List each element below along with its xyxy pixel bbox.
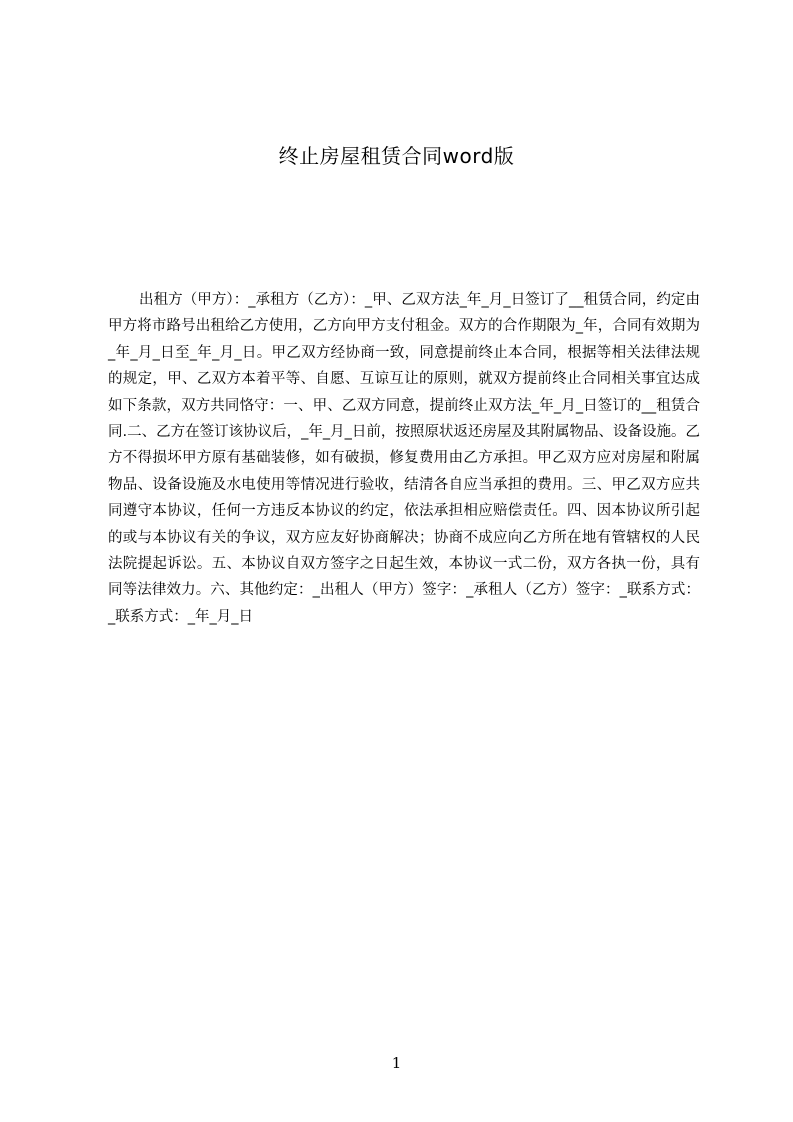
document-body-paragraph: 出租方（甲方）：_承租方（乙方）：_甲、乙双方法_年_月_日签订了__租赁合同，约定由甲方将市路号出租给乙方使用，乙方向甲方支付租金。双方的合作期限为_年，合同有效期为_年_月_日至_年_月_日。甲乙双方经协商一致，同意提前终止本合同，根据等相关法律法规的规定，甲、乙双方本着平等、自愿、互谅互让的原则，就双方提前终止合同相关事宜达成如下条款，双方共同恪守：一、甲、乙双方同意，提前终止双方法_年_月_日签订的__租赁合同.二、乙方在签订该协议后，_年_月_日前，按照原状返还房屋及其附属物品、设备设施。乙方不得损坏甲方原有基础装修，如有破损，修复费用由乙方承担。甲乙双方应对房屋和附属物品、设备设施及水电使用等情况进行验收，结清各自应当承担的费用。三、甲乙双方应共同遵守本协议，任何一方违反本协议的约定，依法承担相应赔偿责任。四、因本协议所引起的或与本协议有关的争议，双方应友好协商解决；协商不成应向乙方所在地有管辖权的人民法院提起诉讼。五、本协议自双方签字之日起生效，本协议一式二份，双方各执一份，具有同等法律效力。六、其他约定：_出租人（甲方）签字：_承租人（乙方）签字：_联系方式：_联系方式：_年_月_日 xyxy=(108,292,700,625)
page-number: 1 xyxy=(391,1054,402,1072)
document-title: 终止房屋租赁合同word版 xyxy=(278,144,515,168)
